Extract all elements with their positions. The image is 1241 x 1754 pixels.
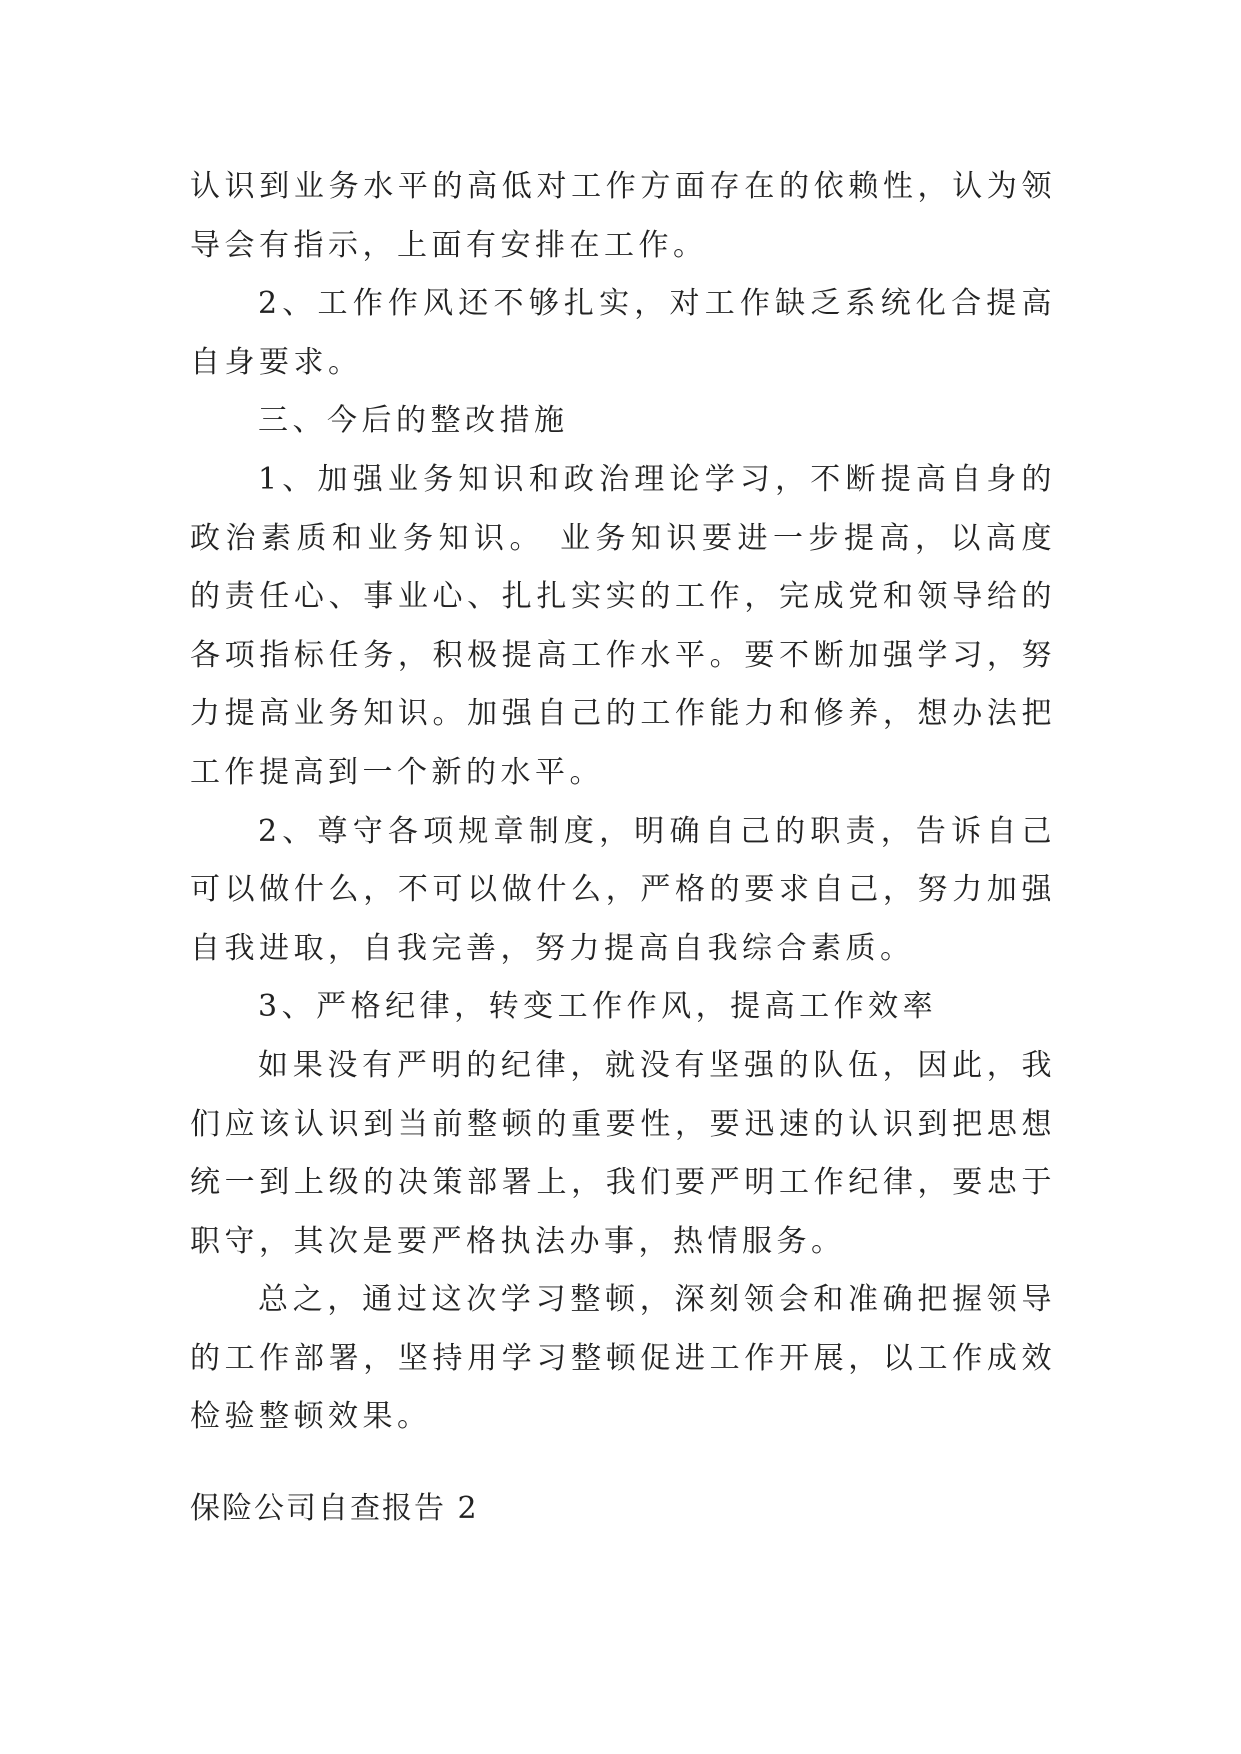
paragraph-measure-1: 1、加强业务知识和政治理论学习，不断提高自身的政治素质和业务知识。 业务知识要进一步提高，以高度的责任心、事业心、扎扎实实的工作，完成党和领导给的各项指标任务，积极提高工作水平。要不断加强学习，努力提高业务知识。加强自己的工作能力和修养，想办法把工作提高到一个新的水平。 — [190, 461, 1056, 790]
paragraph-continuation: 认识到业务水平的高低对工作方面存在的依赖性，认为领导会有指示，上面有安排在工作。 — [190, 169, 1056, 263]
section-heading-rectification: 三、今后的整改措施 — [258, 403, 569, 439]
paragraph-measure-3: 3、严格纪律，转变工作作风，提高工作效率 — [258, 989, 938, 1025]
paragraph-conclusion: 总之，通过这次学习整顿，深刻领会和准确把握领导的工作部署，坚持用学习整顿促进工作开展，以工作成效检验整顿效果。 — [190, 1282, 1056, 1435]
paragraph-item-2-work-style: 2、工作作风还不够扎实，对工作缺乏系统化合提高自身要求。 — [190, 286, 1056, 380]
paragraph-measure-2: 2、尊守各项规章制度，明确自己的职责，告诉自己可以做什么，不可以做什么，严格的要求自己，努力加强自我进取，自我完善，努力提高自我综合素质。 — [190, 813, 1056, 966]
document-body — [190, 158, 1056, 1447]
paragraph-discipline: 如果没有严明的纪律，就没有坚强的队伍，因此，我们应该认识到当前整顿的重要性，要迅速的认识到把思想统一到上级的决策部署上，我们要严明工作纪律，要忠于职守，其次是要严格执法办事，热情服务。 — [190, 1047, 1056, 1259]
next-section-title: 保险公司自查报告 2 — [190, 1491, 479, 1526]
